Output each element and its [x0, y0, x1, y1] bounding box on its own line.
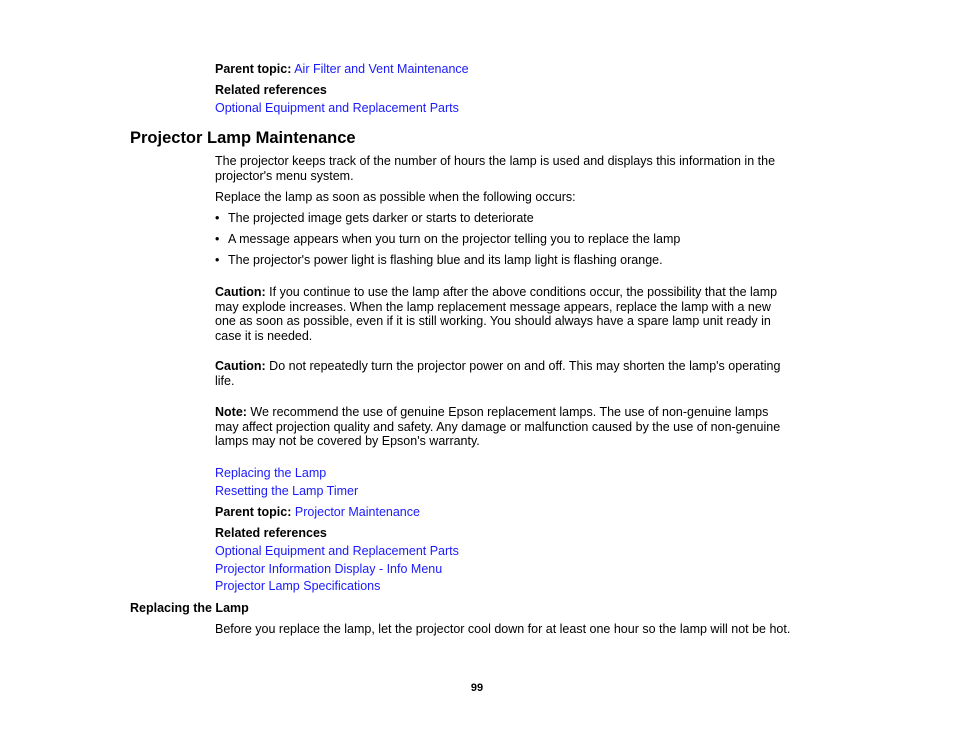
note-label: Note:	[215, 405, 247, 419]
note-paragraph	[215, 405, 825, 449]
related-link-lamp-specifications[interactable]	[215, 579, 825, 594]
caution-text-line: may explode increases. When the lamp replacement message appears, replace the lamp with a new	[215, 299, 771, 314]
section-heading: Projector Lamp Maintenance	[130, 129, 356, 147]
related-references-heading-top: Related references	[215, 83, 327, 97]
caution-label: Caution:	[215, 285, 266, 299]
caution-paragraph-1	[215, 285, 825, 343]
parent-topic-label: Parent topic:	[215, 62, 292, 76]
subtopic-link[interactable]: Replacing the Lamp	[215, 466, 327, 480]
caution-text-line: If you continue to use the lamp after the above conditions occur, the possibility that the lamp	[265, 285, 778, 299]
intro-line-1: The projector keeps track of the number of hours the lamp is used and displays this information in the	[215, 154, 776, 168]
related-references-heading: Related references	[215, 526, 327, 540]
related-link[interactable]: Optional Equipment and Replacement Parts	[215, 544, 459, 558]
replace-intro: Replace the lamp as soon as possible when the following occurs:	[215, 190, 576, 204]
parent-topic	[215, 505, 825, 520]
bullet-text: A message appears when you turn on the projector telling you to replace the lamp	[228, 232, 681, 246]
subtopic-link-replacing-lamp[interactable]	[215, 466, 825, 481]
parent-topic-label: Parent topic:	[215, 505, 292, 519]
parent-topic-link-air-filter[interactable]: Air Filter and Vent Maintenance	[294, 62, 469, 76]
bullet-dot: •	[215, 211, 220, 225]
caution-text-line: life.	[215, 373, 235, 388]
related-link-optional-equipment-top[interactable]	[215, 101, 825, 116]
note-text-line: lamps may not be covered by Epson's warranty.	[215, 434, 480, 448]
note-text-line: We recommend the use of genuine Epson replacement lamps. The use of non-genuine lamps	[246, 405, 769, 419]
bullet-dot: •	[215, 253, 220, 267]
caution-text-line: case it is needed.	[215, 328, 313, 343]
subsection-body: Before you replace the lamp, let the projector cool down for at least one hour so the lamp will not be hot.	[215, 622, 791, 636]
subsection-heading: Replacing the Lamp	[130, 601, 249, 615]
related-link[interactable]: Projector Lamp Specifications	[215, 579, 381, 593]
related-link[interactable]: Optional Equipment and Replacement Parts	[215, 101, 459, 115]
caution-label: Caution:	[215, 359, 266, 373]
page-number: 99	[470, 682, 484, 694]
caution-text-line: one as soon as possible, even if it is still working. You should always have a spare lamp unit ready in	[215, 314, 771, 328]
related-link-optional-equipment[interactable]	[215, 544, 825, 559]
parent-topic-link-projector-maintenance[interactable]: Projector Maintenance	[294, 505, 420, 519]
caution-paragraph-2	[215, 359, 825, 388]
caution-text-line: Do not repeatedly turn the projector power on and off. This may shorten the lamp's operating	[265, 359, 781, 373]
intro-line-2: projector's menu system.	[215, 168, 354, 183]
parent-topic-top	[215, 62, 825, 77]
related-link-info-display[interactable]	[215, 562, 825, 577]
intro-paragraph	[215, 154, 825, 183]
subtopic-link-resetting-timer[interactable]	[215, 484, 825, 499]
bullet-dot: •	[215, 232, 220, 246]
note-text-line: may affect projection quality and safety. Any damage or malfunction caused by the use of non-genuine	[215, 419, 781, 434]
bullet-text: The projector's power light is flashing blue and its lamp light is flashing orange.	[228, 253, 663, 267]
bullet-text: The projected image gets darker or starts to deteriorate	[228, 211, 534, 225]
subtopic-link[interactable]: Resetting the Lamp Timer	[215, 484, 359, 498]
related-link[interactable]: Projector Information Display - Info Menu	[215, 562, 443, 576]
